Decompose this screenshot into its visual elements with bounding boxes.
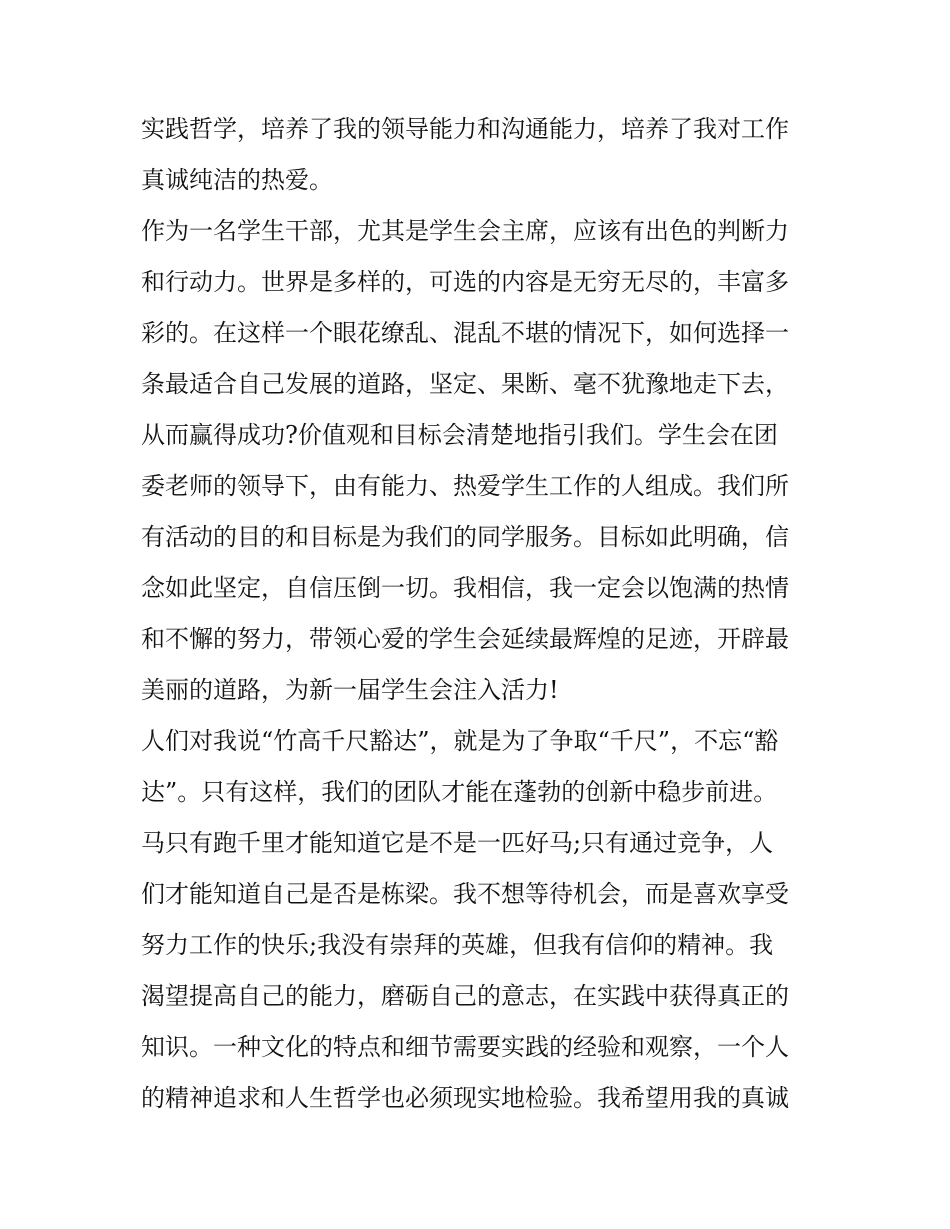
- body-text: [141, 104, 821, 1124]
- text-line: 作为一名学生干部，尤其是学生会主席，应该有出色的判断力: [141, 217, 789, 245]
- text-line: 马只有跑千里才能知道它是不是一匹好马;只有通过竞争，人: [141, 829, 774, 857]
- text-line: 和行动力。世界是多样的，可选的内容是无穷无尽的，丰富多: [141, 268, 789, 296]
- text-line: 从而赢得成功?价值观和目标会清楚地指引我们。学生会在团: [141, 421, 778, 449]
- text-line: 美丽的道路，为新一届学生会注入活力!: [141, 676, 559, 704]
- text-line: 和不懈的努力，带领心爱的学生会延续最辉煌的足迹，开辟最: [141, 625, 789, 653]
- text-line: 渴望提高自己的能力，磨砺自己的意志，在实践中获得真正的: [141, 982, 789, 1010]
- text-line: 真诚纯洁的热爱。: [141, 166, 333, 194]
- text-line: 知识。一种文化的特点和细节需要实践的经验和观察，一个人: [141, 1033, 789, 1061]
- text-line: 有活动的目的和目标是为我们的同学服务。目标如此明确，信: [141, 523, 789, 551]
- text-line: 彩的。在这样一个眼花缭乱、混乱不堪的情况下，如何选择一: [141, 319, 789, 347]
- text-line: 的精神追求和人生哲学也必须现实地检验。我希望用我的真诚: [141, 1084, 789, 1112]
- text-line: 们才能知道自己是否是栋梁。我不想等待机会，而是喜欢享受: [141, 880, 789, 908]
- text-line: 人们对我说“竹高千尺豁达”，就是为了争取“千尺”，不忘“豁: [141, 727, 779, 755]
- text-line: 达”。只有这样，我们的团队才能在蓬勃的创新中稳步前进。: [141, 778, 778, 806]
- text-line: 条最适合自己发展的道路，坚定、果断、毫不犹豫地走下去，: [141, 370, 789, 398]
- text-line: 念如此坚定，自信压倒一切。我相信，我一定会以饱满的热情: [141, 574, 789, 602]
- text-line: 委老师的领导下，由有能力、热爱学生工作的人组成。我们所: [141, 472, 789, 500]
- text-line: 努力工作的快乐;我没有崇拜的英雄，但我有信仰的精神。我: [141, 931, 774, 959]
- text-line: 实践哲学，培养了我的领导能力和沟通能力，培养了我对工作: [141, 115, 789, 143]
